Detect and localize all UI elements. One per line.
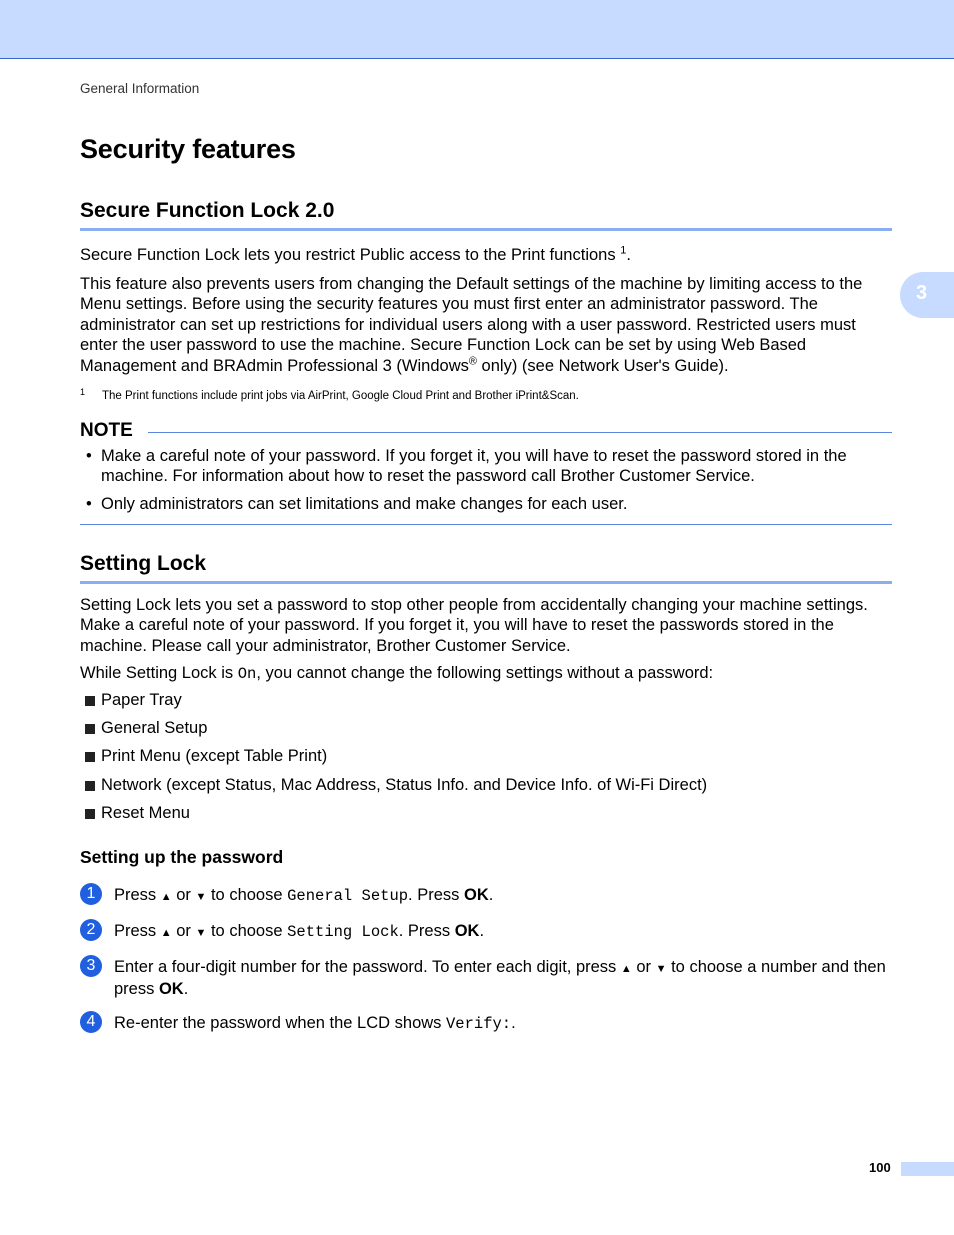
square-bullet-icon bbox=[85, 781, 95, 791]
page-number: 100 bbox=[869, 1160, 891, 1175]
down-arrow-icon: ▼ bbox=[195, 891, 207, 903]
bullet-dot: • bbox=[86, 495, 92, 513]
lcd-text: Verify: bbox=[446, 1015, 512, 1033]
down-arrow-icon: ▼ bbox=[195, 927, 207, 939]
up-arrow-icon: ▲ bbox=[160, 927, 172, 939]
paragraph-sfl-intro: Secure Function Lock lets you restrict Public access to the Print functions $^1$. bbox=[80, 244, 631, 264]
section-heading-secure-function-lock: Secure Function Lock 2.0 bbox=[80, 199, 335, 222]
square-bullet-icon bbox=[85, 696, 95, 706]
footnote-number: 1 bbox=[80, 387, 86, 397]
subsection-heading: Setting up the password bbox=[80, 847, 284, 867]
down-arrow-icon: ▼ bbox=[655, 963, 667, 975]
paragraph-setting-lock-intro: Setting Lock lets you set a password to stop other people from accidentally changing your machine settings. Make a careful note of your password. If you forget it, you will have to reset the passwords stored in the machine. Please call your administrator, Brother Customer Service. bbox=[80, 596, 868, 655]
ok-key-label: OK bbox=[454, 922, 480, 940]
section-rule bbox=[80, 228, 892, 231]
breadcrumb: General Information bbox=[80, 81, 200, 96]
up-arrow-icon: ▲ bbox=[620, 963, 632, 975]
note-rule-bottom bbox=[80, 524, 892, 525]
square-bullet-icon bbox=[85, 724, 95, 734]
lcd-text: General Setup bbox=[287, 887, 409, 905]
lcd-text: On bbox=[237, 665, 257, 683]
page-title: Security features bbox=[80, 134, 296, 164]
section-rule bbox=[80, 581, 892, 584]
square-bullet-icon bbox=[85, 752, 95, 762]
registered-mark: ® bbox=[468, 355, 477, 368]
paragraph-setting-lock-on: While Setting Lock is On, you cannot change the following settings without a password: bbox=[80, 664, 714, 683]
note-rule-top bbox=[148, 432, 892, 433]
step-number-badge: 2 bbox=[80, 919, 102, 941]
up-arrow-icon: ▲ bbox=[160, 891, 172, 903]
page-number-bar bbox=[901, 1162, 954, 1176]
footnote-ref: 1 bbox=[620, 244, 627, 257]
note-title: NOTE bbox=[80, 420, 133, 441]
footnote-text: The Print functions include print jobs via AirPrint, Google Cloud Print and Brother iPrint&Scan. bbox=[102, 390, 579, 402]
section-heading-setting-lock: Setting Lock bbox=[80, 552, 207, 575]
paragraph-sfl-details: This feature also prevents users from changing the Default settings of the machine by limiting access to the Menu settings. Before using the security features you must first enter an administrator password. The administrator can set up restrictions for individual users along with a user password. Restricted users must enter the user password to use the machine. Secure Function Lock can be set by using Web Based Management and BRAdmin Professional 3 (Windows® only) (see Network User's Guide). bbox=[80, 275, 863, 375]
step-number-badge: 3 bbox=[80, 955, 102, 977]
bullet-dot: • bbox=[86, 447, 92, 465]
chapter-number: 3 bbox=[916, 282, 928, 304]
top-header-band bbox=[0, 0, 954, 59]
step-number-badge: 4 bbox=[80, 1011, 102, 1033]
step-number-badge: 1 bbox=[80, 883, 102, 905]
lcd-text: Setting Lock bbox=[287, 923, 399, 941]
square-bullet-icon bbox=[85, 809, 95, 819]
ok-key-label: OK bbox=[158, 980, 184, 999]
ok-key-label: OK bbox=[463, 886, 489, 904]
chapter-tab bbox=[900, 272, 954, 318]
